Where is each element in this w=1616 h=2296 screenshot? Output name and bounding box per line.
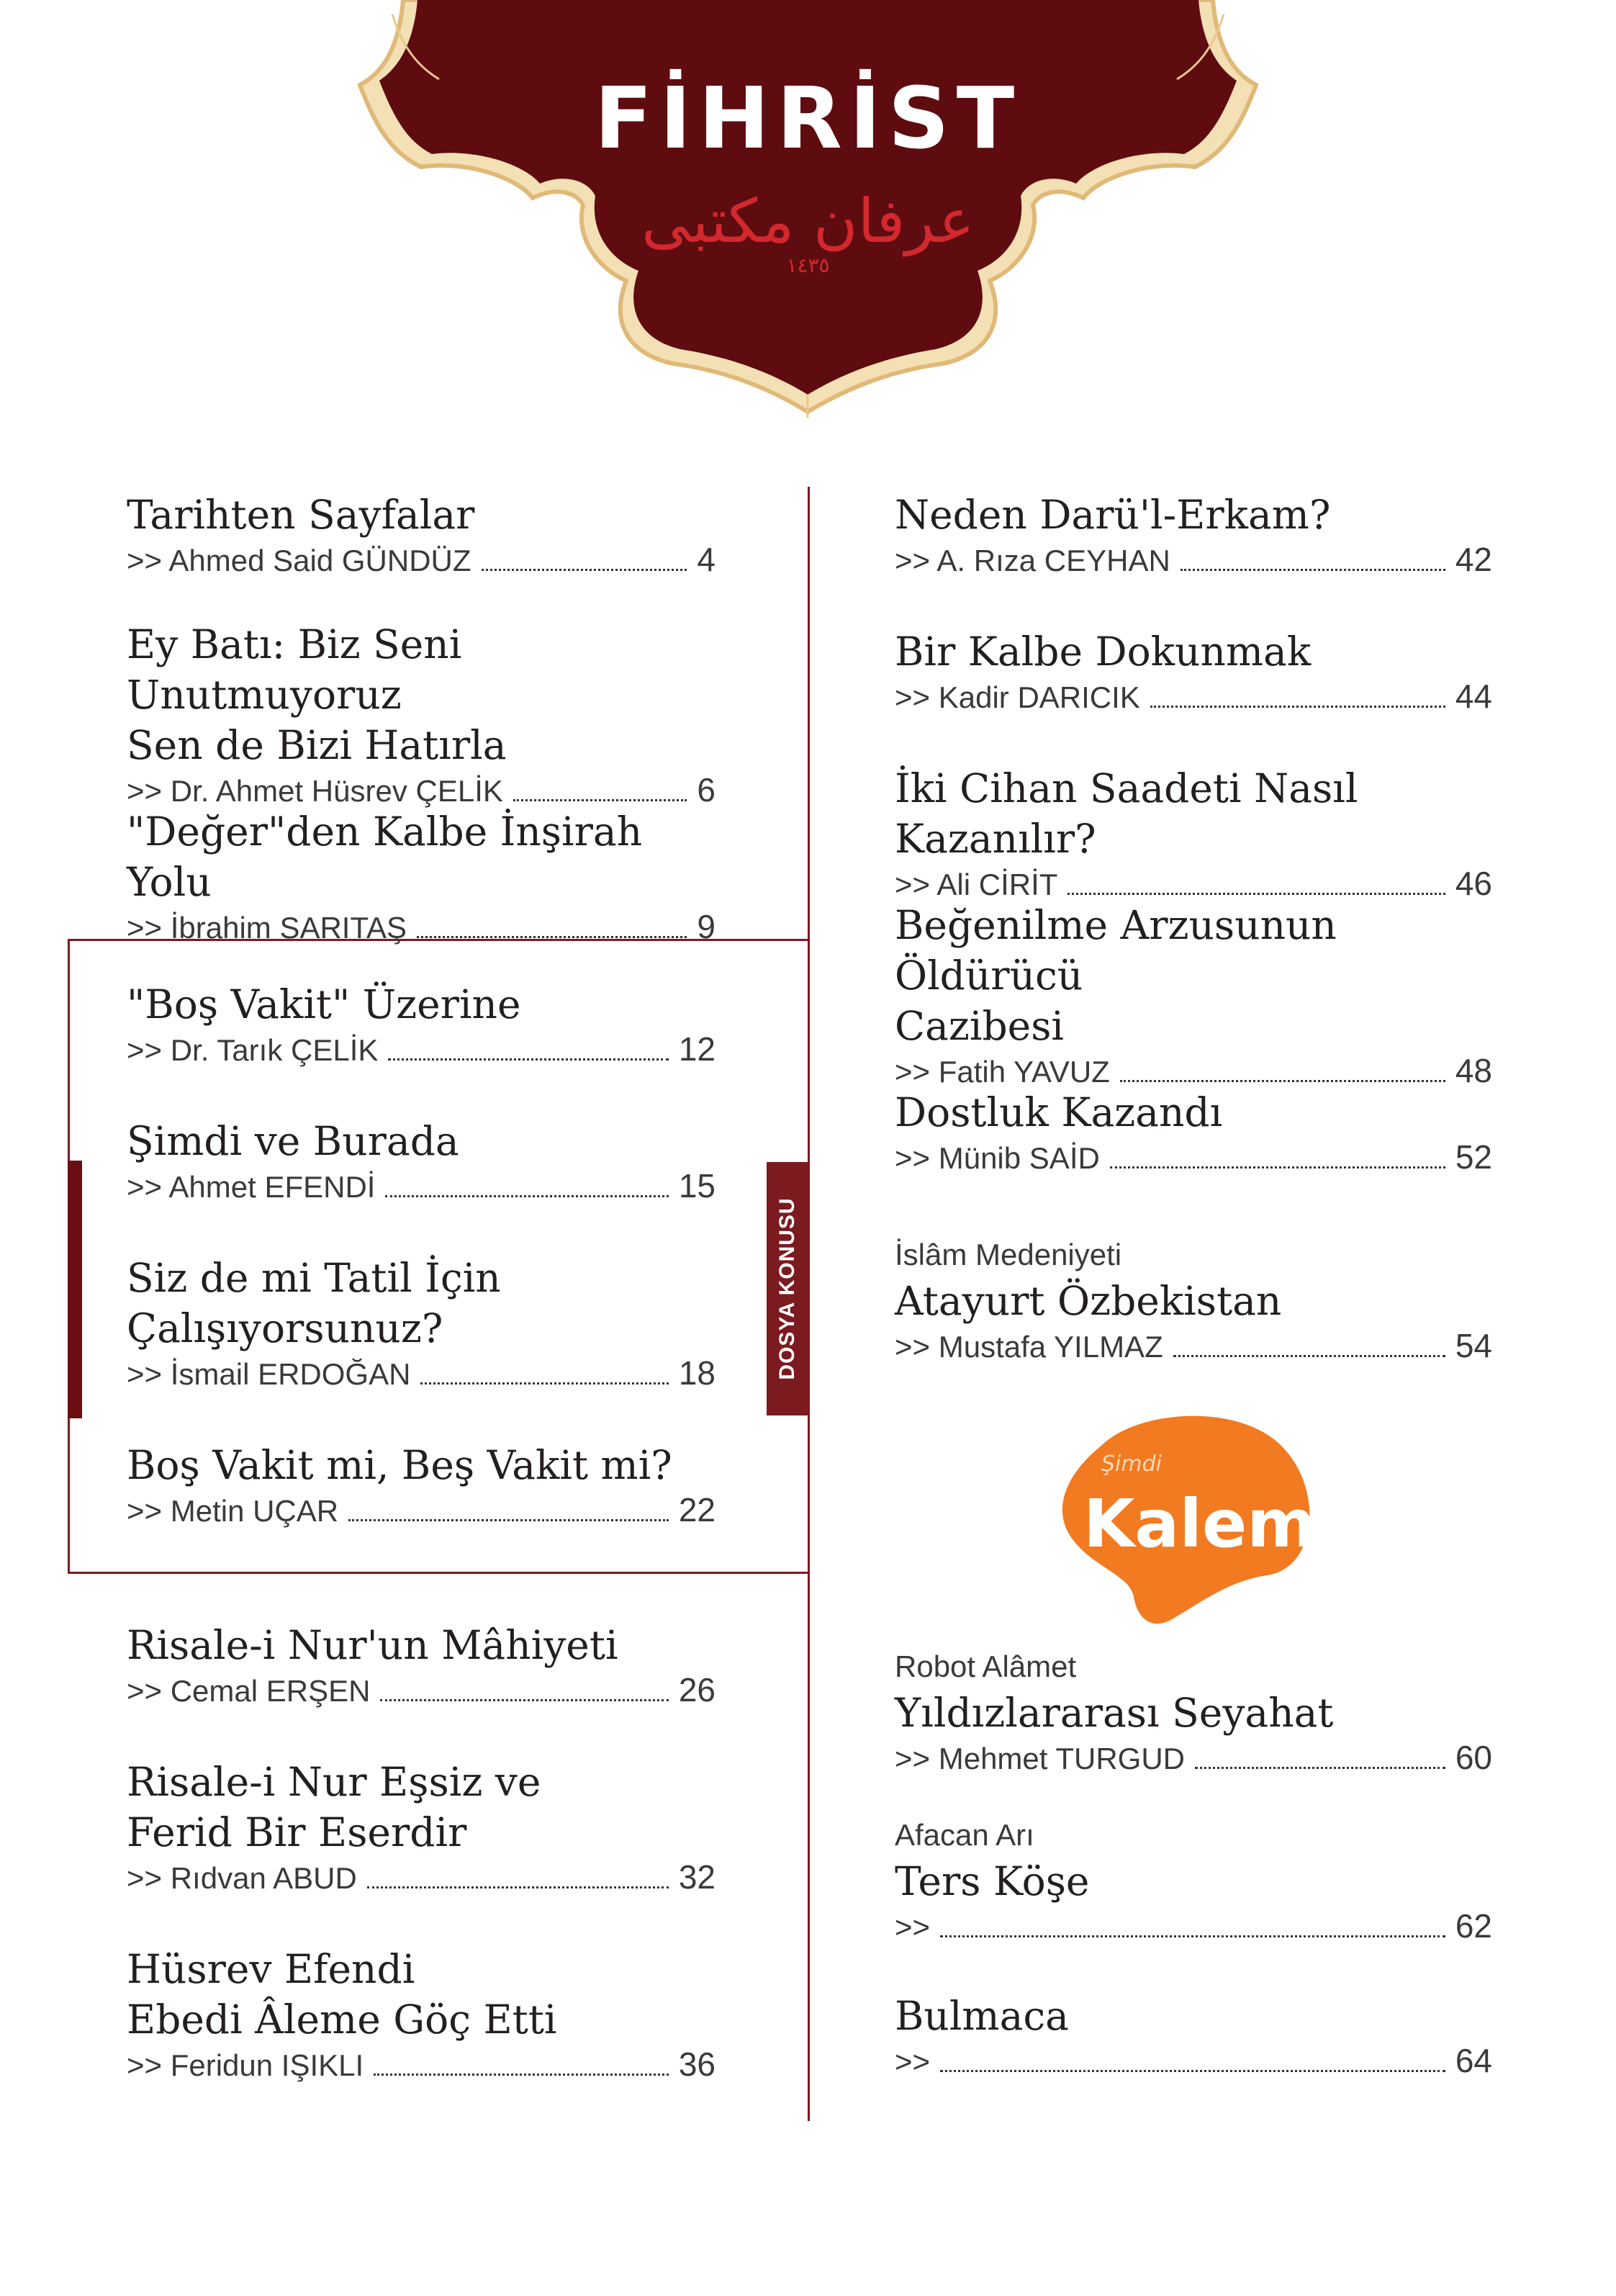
page-title: FİHRİST — [594, 68, 1022, 168]
dot-leader — [417, 936, 687, 938]
entry-category: İslâm Medeniyeti — [895, 1238, 1122, 1271]
toc-entry[interactable] — [127, 1116, 716, 1208]
toc-entry[interactable] — [127, 1944, 716, 2086]
entry-author: >> Münib SAİD — [895, 1141, 1100, 1175]
entry-title: Şimdi ve Burada — [127, 1118, 459, 1164]
dossier-tab — [767, 1162, 808, 1415]
entry-title: Siz de mi Tatil İçin — [127, 1255, 501, 1301]
entry-title: Boş Vakit mi, Beş Vakit mi? — [127, 1442, 672, 1488]
entry-title: Ters Köşe — [895, 1858, 1090, 1904]
entry-author: >> Fatih YAVUZ — [895, 1055, 1110, 1089]
entry-title: Tarihten Sayfalar — [127, 492, 475, 538]
entry-author: >> İsmail ERDOĞAN — [127, 1357, 411, 1391]
dossier-accent-bar — [68, 1161, 82, 1418]
entry-page: 42 — [1455, 541, 1492, 578]
dot-leader — [348, 1519, 669, 1521]
entry-author: >> Cemal ERŞEN — [127, 1674, 371, 1708]
entry-title: Neden Darü'l-Erkam? — [895, 492, 1331, 538]
dot-leader — [1150, 706, 1445, 708]
toc-entry[interactable] — [895, 763, 1492, 906]
entry-author: >> Feridun IŞIKLI — [127, 2048, 364, 2082]
entry-author: >> Rıdvan ABUD — [127, 1861, 357, 1895]
logo-script: Şimdi — [1101, 1451, 1162, 1477]
toc-entry[interactable] — [127, 1757, 716, 1899]
entry-title: Dostluk Kazandı — [895, 1089, 1223, 1135]
entry-title: "Değer"den Kalbe İnşirah Yolu — [127, 809, 643, 905]
entry-page: 52 — [1455, 1138, 1492, 1176]
dot-leader — [482, 569, 687, 571]
entry-page: 48 — [1455, 1052, 1492, 1089]
dot-leader — [513, 799, 687, 801]
toc-entry[interactable] — [895, 900, 1492, 1093]
entry-author: >> — [895, 2045, 931, 2079]
entry-page: 36 — [678, 2045, 716, 2083]
entry-page: 32 — [678, 1858, 716, 1896]
dot-leader — [1181, 569, 1445, 571]
entry-page: 15 — [678, 1167, 716, 1205]
entry-author: >> Mustafa YILMAZ — [895, 1330, 1163, 1364]
dot-leader — [1120, 1080, 1445, 1082]
toc-entry[interactable] — [127, 979, 716, 1071]
entry-title: Beğenilme Arzusunun Öldürücü — [895, 902, 1337, 999]
entry-title: Hüsrev Efendi — [127, 1946, 415, 1992]
entry-page: 12 — [678, 1030, 716, 1068]
calligraphy-logo: عرفان مكتبى — [641, 186, 975, 256]
entry-author: >> Mehmet TURGUD — [895, 1742, 1185, 1775]
kalem-logo-graphic — [1051, 1403, 1324, 1633]
entry-title-line2: Sen de Bizi Hatırla — [127, 722, 507, 768]
entry-title-line2: Ebedi Âleme Göç Etti — [127, 1996, 557, 2043]
entry-page: 54 — [1455, 1327, 1492, 1364]
entry-author: >> Ali CİRİT — [895, 868, 1058, 901]
entry-page: 46 — [1455, 865, 1492, 902]
toc-entry[interactable] — [895, 1817, 1492, 1948]
entry-title: Atayurt Özbekistan — [895, 1278, 1282, 1324]
toc-entry[interactable] — [895, 626, 1492, 719]
entry-page: 6 — [697, 771, 716, 809]
toc-entry[interactable] — [127, 1440, 716, 1532]
entry-title: Risale-i Nur Eşsiz ve — [127, 1759, 541, 1805]
dot-leader — [380, 1699, 668, 1701]
entry-author: >> — [895, 1910, 931, 1944]
calligraphy-year: ١٤٣٥ — [786, 253, 830, 277]
logo-word: Kalem — [1083, 1485, 1317, 1562]
entry-page: 44 — [1455, 677, 1492, 715]
toc-entry[interactable] — [127, 619, 716, 812]
entry-author: >> Kadir DARICIK — [895, 680, 1140, 714]
toc-entry[interactable] — [895, 1087, 1492, 1179]
toc-entry[interactable] — [127, 490, 716, 582]
entry-author: >> Dr. Ahmet Hüsrev ÇELİK — [127, 774, 503, 808]
toc-entry[interactable] — [895, 1237, 1492, 1368]
entry-category: Robot Alâmet — [895, 1649, 1077, 1683]
kalem-logo — [1051, 1403, 1324, 1633]
toc-entry[interactable] — [127, 806, 716, 949]
entry-page: 62 — [1455, 1907, 1492, 1945]
entry-page: 4 — [697, 541, 716, 578]
entry-page: 26 — [678, 1671, 716, 1709]
entry-page: 9 — [697, 908, 716, 945]
entry-page: 64 — [1455, 2042, 1492, 2079]
dot-leader — [1195, 1767, 1445, 1769]
entry-title-line2: Çalışıyorsunuz? — [127, 1305, 443, 1351]
entry-author: >> Metin UÇAR — [127, 1494, 339, 1528]
dot-leader — [940, 1935, 1445, 1937]
dot-leader — [420, 1382, 668, 1385]
entry-author: >> Ahmed Said GÜNDÜZ — [127, 544, 471, 577]
toc-entry[interactable] — [895, 490, 1492, 582]
entry-title: Bulmaca — [895, 1993, 1069, 2039]
entry-title: Ey Batı: Biz Seni Unutmuyoruz — [127, 621, 462, 718]
dot-leader — [388, 1058, 668, 1061]
dot-leader — [374, 2074, 669, 2076]
entry-title: Risale-i Nur'un Mâhiyeti — [127, 1622, 618, 1668]
entry-author: >> İbrahim SARITAŞ — [127, 911, 407, 945]
dot-leader — [1110, 1166, 1445, 1169]
toc-entry[interactable] — [127, 1620, 716, 1712]
entry-page: 18 — [678, 1354, 716, 1392]
dossier-label: DOSYA KONUSU — [775, 1197, 799, 1380]
entry-title: İki Cihan Saadeti Nasıl Kazanılır? — [895, 765, 1358, 862]
entry-title: "Boş Vakit" Üzerine — [127, 981, 521, 1027]
entry-page: 60 — [1455, 1739, 1492, 1776]
dot-leader — [367, 1886, 669, 1888]
entry-page: 22 — [678, 1491, 716, 1529]
entry-title: Bir Kalbe Dokunmak — [895, 629, 1312, 675]
dot-leader — [1173, 1355, 1445, 1357]
toc-entry[interactable] — [895, 1649, 1492, 1780]
dot-leader — [385, 1195, 668, 1197]
entry-author: >> Ahmet EFENDİ — [127, 1170, 376, 1204]
entry-title-line2: Ferid Bir Eserdir — [127, 1809, 467, 1855]
entry-author: >> Dr. Tarık ÇELİK — [127, 1033, 379, 1067]
entry-author: >> A. Rıza CEYHAN — [895, 544, 1170, 577]
entry-category: Afacan Arı — [895, 1818, 1034, 1852]
toc-entry[interactable] — [895, 1991, 1492, 2083]
entry-title: Yıldızlararası Seyahat — [895, 1690, 1334, 1736]
dot-leader — [1067, 893, 1445, 895]
entry-title-line2: Cazibesi — [895, 1003, 1065, 1049]
dot-leader — [940, 2070, 1445, 2072]
toc-entry[interactable] — [127, 1253, 716, 1395]
